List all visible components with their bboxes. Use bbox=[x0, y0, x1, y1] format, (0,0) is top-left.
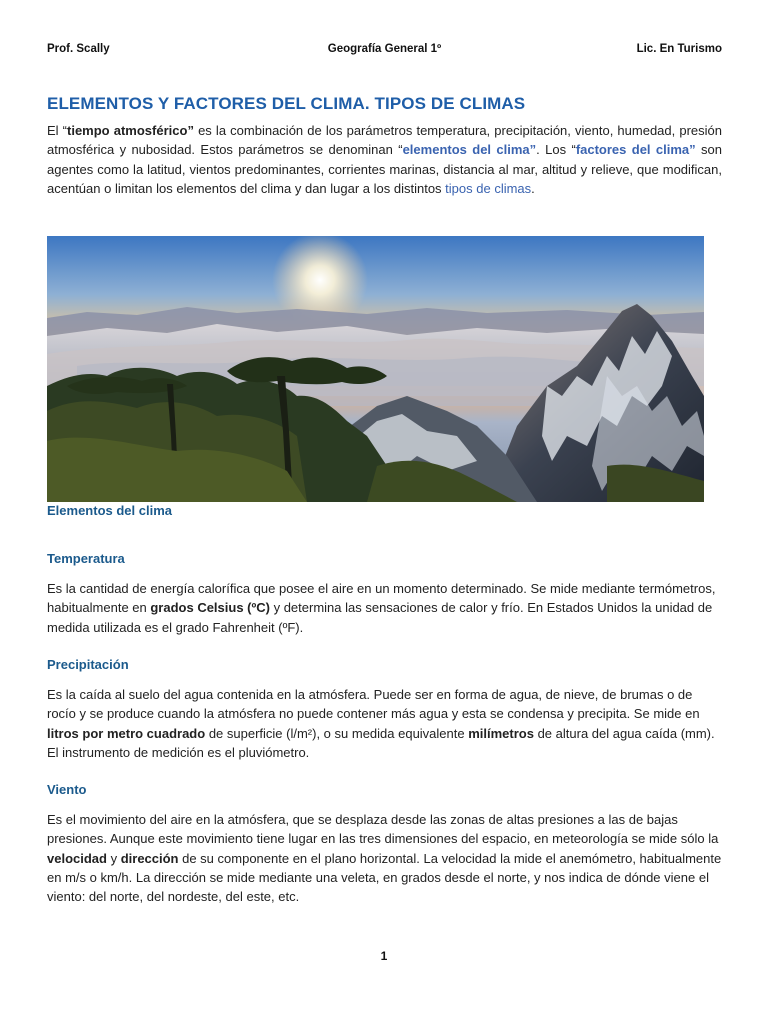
page-number: 1 bbox=[380, 949, 388, 963]
document-title: ELEMENTOS Y FACTORES DEL CLIMA. TIPOS DE CLIMAS bbox=[47, 94, 526, 113]
header-course: Geografía General 1º bbox=[327, 43, 442, 55]
header-author: Prof. Scally bbox=[47, 43, 110, 55]
paragraph-temperatura: Es la cantidad de energía calorífica que posee el aire en un momento determinado. Se mide mediante termómetros, habitualmente en grados Celsius (ºC) y determina las sensaciones de calor y frío. En Estados Unidos la unidad de medida utilizada es el grado Fahrenheit (ºF). bbox=[47, 581, 716, 635]
heading-viento: Viento bbox=[47, 782, 87, 797]
term-tiempo-atmosferico: tiempo atmosférico” bbox=[67, 123, 194, 138]
mountain-sunrise-photo bbox=[47, 236, 704, 502]
header-program: Lic. En Turismo bbox=[636, 43, 722, 55]
link-factores-del-clima[interactable]: factores del clima” bbox=[575, 142, 696, 158]
paragraph-viento: Es el movimiento del aire en la atmósfera, que se desplaza desde las zonas de altas presiones a las de bajas presiones. Aunque este movimiento tiene lugar en las tres dimensiones del espacio, en meteorología se mide sólo la velocidad y dirección de su componente en el plano horizontal. La velocidad la mide el anemómetro, habitualmente en m/s o km/h. La dirección se mide mediante una veleta, en grados desde el norte, y nos indica de dónde viene el viento: del norte, del nordeste, del este, etc. bbox=[47, 812, 722, 905]
heading-precipitacion: Precipitación bbox=[47, 657, 129, 672]
link-tipos-de-climas[interactable]: tipos de climas bbox=[445, 180, 532, 196]
section-heading-elementos: Elementos del clima bbox=[47, 503, 172, 518]
page-header bbox=[47, 43, 722, 59]
intro-paragraph: El “tiempo atmosférico” es la combinación de los parámetros temperatura, precipitación, viento, humedad, presión atmosférica y nubosidad. Estos parámetros se denominan “elementos del clima”. Los “factores del clima” son agentes como la latitud, vientos predominantes, corrientes marinas, distancia al mar, altitud y relieve, que modifican, acentúan o limitan los elementos del clima y dan lugar a los distintos tipos de climas. bbox=[47, 123, 723, 196]
link-elementos-del-clima[interactable]: elementos del clima” bbox=[402, 142, 537, 158]
paragraph-precipitacion: Es la caída al suelo del agua contenida en la atmósfera. Puede ser en forma de agua, de nieve, de brumas o de rocío y se produce cuando la atmósfera no puede contener más agua y esta se condensa y precipita. Se mide en litros por metro cuadrado de superficie (l/m²), o su medida equivalente milímetros de altura del agua caída (mm). El instrumento de medición es el pluviómetro. bbox=[47, 687, 715, 760]
heading-temperatura: Temperatura bbox=[47, 551, 125, 566]
